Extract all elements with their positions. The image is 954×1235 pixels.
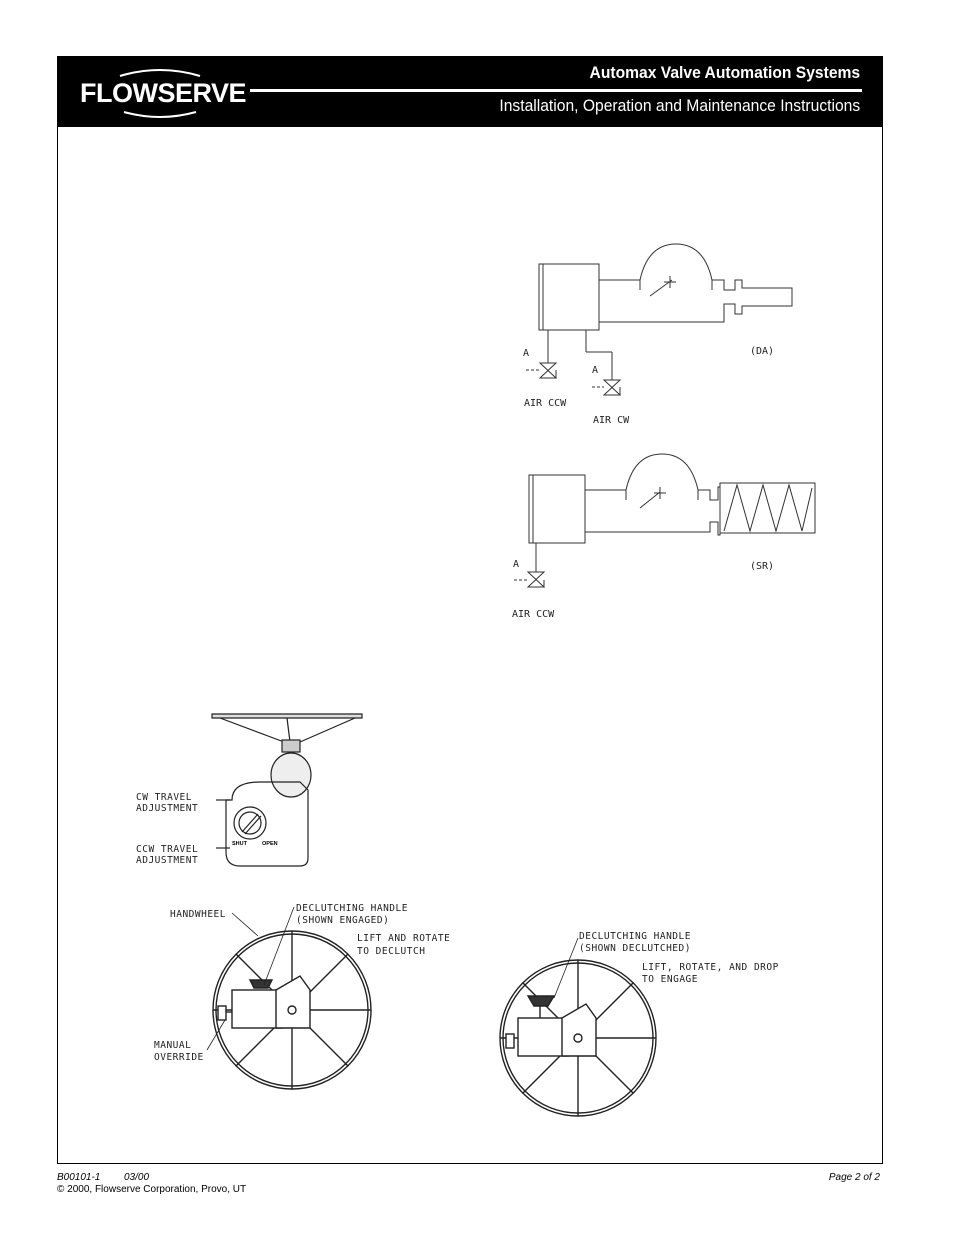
engaged-action-line2: TO DECLUTCH — [357, 946, 426, 957]
declutched-action-line1: LIFT, ROTATE, AND DROP — [642, 962, 779, 973]
da-air-cw: AIR CW — [593, 415, 630, 426]
header-subtitle: Installation, Operation and Maintenance Instructions — [499, 96, 860, 115]
logo-text: FLOWSERVE — [80, 78, 247, 108]
engaged-handle-line1: DECLUTCHING HANDLE — [296, 903, 408, 914]
da-port-a1: A — [523, 348, 530, 359]
declutched-handle-line1: DECLUTCHING HANDLE — [579, 931, 691, 942]
ccw-travel-line1: CCW TRAVEL — [136, 844, 199, 855]
cw-travel-line1: CW TRAVEL — [136, 792, 192, 803]
sr-air-ccw: AIR CCW — [512, 609, 555, 620]
declutched-action-line2: TO ENGAGE — [642, 974, 698, 985]
da-port-a2: A — [592, 365, 599, 376]
header-title: Automax Valve Automation Systems — [589, 63, 860, 82]
engaged-action-line1: LIFT AND ROTATE — [357, 933, 451, 944]
sr-port-a: A — [513, 559, 520, 570]
footer-copyright: © 2000, Flowserve Corporation, Provo, UT — [57, 1184, 247, 1195]
sr-tag: (SR) — [750, 561, 775, 572]
cw-travel-line2: ADJUSTMENT — [136, 803, 199, 814]
handwheel-label: HANDWHEEL — [170, 909, 226, 920]
footer-doc-number: B00101-1 — [57, 1172, 101, 1183]
footer-page: Page 2 of 2 — [828, 1172, 880, 1183]
ccw-travel-line2: ADJUSTMENT — [136, 855, 199, 866]
footer-date: 03/00 — [124, 1172, 150, 1183]
engaged-handle-line2: (SHOWN ENGAGED) — [296, 915, 390, 926]
shut-label: SHUT — [232, 841, 247, 847]
manual-line2: OVERRIDE — [154, 1052, 204, 1063]
manual-line1: MANUAL — [154, 1040, 192, 1051]
open-label: OPEN — [262, 841, 278, 847]
da-tag: (DA) — [750, 346, 775, 357]
declutched-handle-line2: (SHOWN DECLUTCHED) — [579, 943, 691, 954]
da-air-ccw: AIR CCW — [524, 398, 567, 409]
